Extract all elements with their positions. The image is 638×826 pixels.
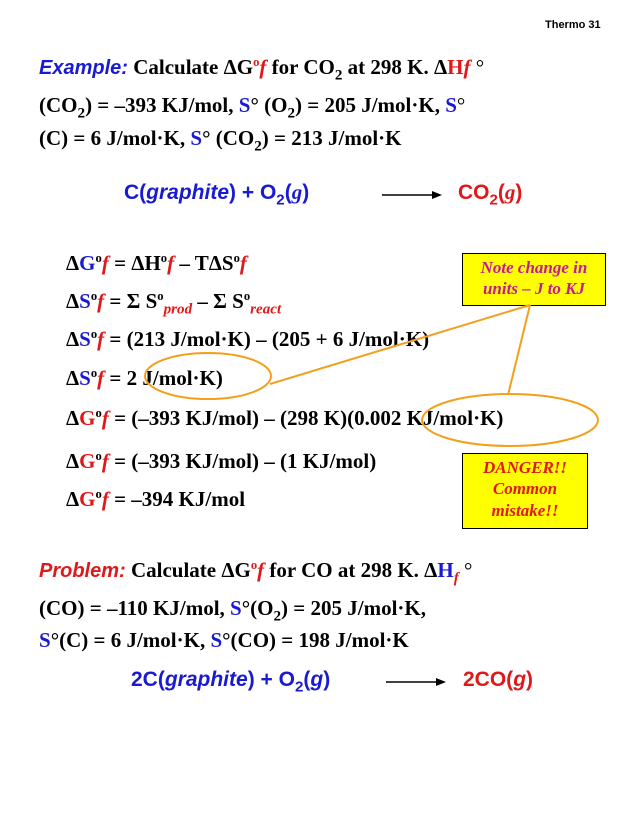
problem-line-2: (CO) = –110 KJ/mol, $S^\circ(O_2) = 205$ J/mol·K, [39, 596, 426, 625]
equation-3: $\Delta S^of = (213$ J/mol·K) – (205 + 6 J/mol·K) [66, 327, 430, 351]
reaction-2-left: 2C(graphite) + $O_2(g)$ [131, 668, 331, 696]
example-line-2: $(CO_2) = -393$ KJ/mol, S° $(O_2) = 205$ J/mol·K, S° [39, 93, 466, 122]
example-line-1: Example: Calculate $\Delta G^of$ for $CO_2$ at 298 K. ΔHf ° [39, 55, 485, 84]
example-text: Calculate [133, 55, 224, 79]
connector-line-2 [508, 305, 530, 395]
arrow-1-head [432, 191, 442, 199]
problem-line-3: S°(C) = 6 J/mol·K, S°(CO) = 198 J/mol·K [39, 628, 409, 652]
equation-4: $\Delta S^of = 2$ J/mol·K) [66, 366, 223, 390]
reaction-2-right: 2CO(g) [463, 668, 534, 691]
example-label: Example: [39, 57, 128, 79]
arrow-2-head [436, 678, 446, 686]
example-line-3: (C) = 6 J/mol·K, S° $(CO_2) = 213$ J/mol·K [39, 126, 402, 155]
ellipse-2-j-mol-k [145, 353, 271, 399]
equation-5: $\Delta G^of = (-393$ KJ/mol) – (298 K)(0.002 KJ/mol·K) [66, 406, 504, 430]
ellipse-0-002 [422, 394, 598, 446]
equation-1: $\Delta G^of = \Delta H^of - T\Delta S^of$ [66, 251, 247, 275]
connector-line-1 [270, 305, 530, 384]
equation-2: $\Delta S^of = \Sigma$ $S^o_{prod}$ – Σ $S^o_{react}$ [66, 289, 282, 318]
note-units-change: Note change in units – J to KJ [462, 253, 606, 306]
problem-line-1: Problem: Calculate $\Delta G^of$ for CO at 298 K. $\Delta H_f$ ° [39, 558, 473, 587]
note-danger: DANGER!! Common mistake!! [462, 453, 588, 529]
equation-6: $\Delta G^of = (-393$ KJ/mol) – (1 KJ/mol) [66, 449, 377, 473]
reaction-1-left: C(graphite) + $O_2(g)$ [124, 180, 310, 209]
reaction-1-right: $CO_2(g)$ [458, 180, 523, 209]
problem-label: Problem: [39, 560, 126, 582]
equation-7: $\Delta G^of = -394$ KJ/mol [66, 487, 246, 511]
page-label: Thermo 31 [545, 19, 601, 31]
